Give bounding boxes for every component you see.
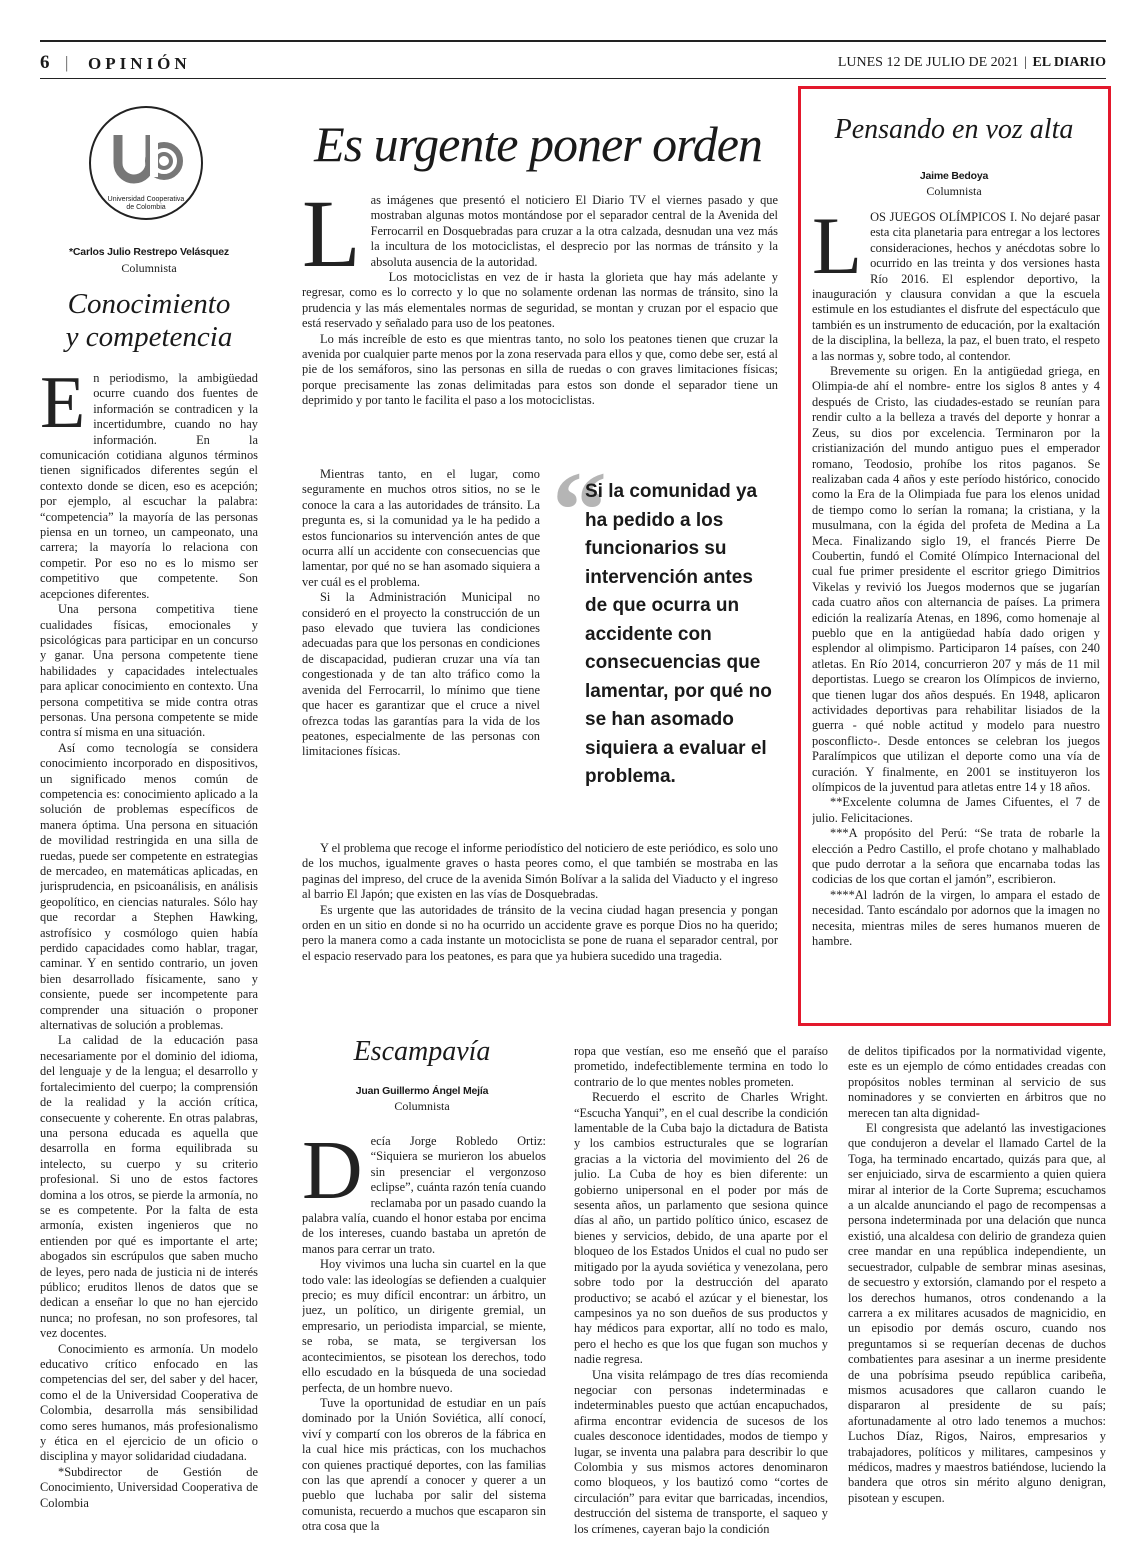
right-paragraph: Brevemente su origen. En la antigüedad griega, en Olimpia-de ahí el nombre- entre los siglos 8 antes y 4 después de Cristo, las ciudades-estado se reunían para rendir culto a la belleza a través del deporte y honrar a Zeus, su dios por excelencia. Terminaron por la cristianización del mundo antiguo pues el emperador romano, Teodosio, prohíbe los ritos paganos. Se realizaban cada 4 años y este período histórico, conocido como la Era de la Olimpiada fue para los elenos unidad de tiempo como lo serían la romana; la cristiana, y la musulmana, con la égida del profeta de Medina a La Meca. Finalizando siglo 19, el francés Pierre De Coubertin, fundó el Comité Olímpico Internacional del cual fue primer presidente el escritor griego Dimitrios Vikelas y revivió los Juegos modernos que se jugarían cada cuatro años con alternancia de países. La primera edición la realizaría Atenas, en 1896, como homenaje al pueblo que en la antigüedad había dado origen y esplendor al olimpismo. Participaron 14 países, con 240 atletas. En Río 2014, concurrieron 207 y más de 11 mil deportistas. Luego se crearon los Olímpicos de invierno, que tienen lugar dos años después. En 1948, aplicaron actividades deportivas para rehabilitar lisiados de la guerra - qué noble actitud y modelo para nuestro posconflicto-. Desde entonces se celebran los juegos Paralímpicos que utilizan el deporte como una vía de curación. Y finalmente, en 2001 se instituyeron los olímpicos de la juventud para atletas entre 14 y 18 años. (812, 364, 1100, 795)
editorial-bottom-body (302, 841, 778, 964)
escampavia-paragraph: El congresista que adelantó las investigaciones que condujeron a develar el llamado Cartel de la Toga, ha terminado encartado, quizás para que, al ser enjuiciado, sirva de escarmiento a quien quiera mirar al interior de la Corte Suprema; escuchamos a un alcalde anunciando el pago de recompensas a persona indeterminada por una delación que nunca existió, una alcaldesa con delirio de grandeza quien cree mandar en una república independiente, un secuestrador, culpable de sembrar minas asesinas, de secuestro y extorsión, clamando por el respeto a los derechos humanos, otros condenando a la carrera a ex militares acusados de magnicidio, en un episodio por demás oscuro, cuando nos preguntamos si se requerían decenas de duchos combatientes para asesinar a un inerme presidente de una pobrísima pseudo república caribeña, mismos acusadores que callaron cuando le dispararon al presidente de su país; afortunadamente al otro lado tenemos a muchos: Luchos Díaz, Rigos, Nairos, empresarios y trabajadores, políticos y militares, campesinos y médicos, madres y maestros batiéndose, luciendo la bandera que otros sin mérito alguno denigran, pisotean y escupen. (848, 1121, 1106, 1505)
left-article-body (40, 371, 258, 1531)
right-title: Pensando en voz alta (834, 114, 1074, 145)
right-article-body (812, 210, 1100, 1020)
escampavia-title: Escampavía (353, 1036, 491, 1067)
escampavia-paragraph: Tuve la oportunidad de estudiar en un país dominado por la Unión Soviética, allí conocí, viví y compartí con los obreros de la fábrica en la cual hice mis prácticas, con los muchachos con quienes practiqué deportes, con las familias con las que aprendí a conocer y querer a un pueblo que luchaba por salir del sistema comunista, recuerdo a muchos que escaparon sin otra cosa que la (302, 1395, 546, 1534)
right-dropcap: L (812, 210, 863, 291)
escampavia-paragraph: Hoy vivimos una lucha sin cuartel en la que todo vale: las ideologías se defienden a cualquier precio; es muy difícil encontrar: un árbitro, un juez, un político, un dirigente gremial, un empresario, un periodista imparcial, se miente, se roba, se mata, se tergiversan los acontecimientos, se pisotean los derechos, todo ello escudado en la búsqueda de una sociedad perfecta, de un hombre nuevo. (302, 1257, 546, 1395)
editorial-intro: as imágenes que presentó el noticiero El Diario TV el viernes pasado y que mostraban algunas motos montándose por el separador central de la Avenida del Ferrocarril en Dosquebradas para cruzar a la otra calzada, desnudan una vez más la incultura de los motociclistas, el desprecio por las normas de tránsito y la absoluta ausencia de la autoridad. (370, 193, 778, 269)
logo-caption-line1: Universidad Cooperativa (107, 196, 185, 203)
page-header (40, 52, 1106, 76)
escampavia-role: Columnista (394, 1099, 450, 1113)
editorial-top-body (302, 180, 778, 409)
escampavia-paragraph: ecía Jorge Robledo Ortiz: “Siquiera se murieron los abuelos sin presenciar el vergonzoso eclipse”, cuánta razón tenía cuando reclamaba por un pasado cuando la palabra valía, cuando el honor estaba por encima de los intereses, cuando bastaba un apretón de manos para cerrar un trato. (302, 1134, 546, 1256)
editorial-paragraph: Los motociclistas en vez de ir hasta la glorieta que hay más adelante y regresar, como es lo correcto y lo que no solamente ordenan las normas de tránsito, sino la prudencia y las más elementales normas de seguridad, se montan y cruzan por el espacio que está reservado y señalado para uso de los peatones. (302, 270, 778, 331)
escampavia-author: Juan Guillermo Ángel Mejía (355, 1085, 489, 1097)
ucc-logo (88, 105, 204, 221)
section-name: OPINIÓN (88, 54, 191, 73)
left-dropcap: E (40, 371, 86, 444)
header-divider: | (65, 53, 69, 72)
page-number: 6 (40, 52, 50, 73)
right-paragraph: ***A propósito del Perú: “Se trata de robarle la elección a Pedro Castillo, el profe chotano y malhablado que pudo derrotar a la señora que encarnaba todas las codicias de los que cortan el jamón”, escribieron. (812, 826, 1100, 887)
left-title (40, 288, 258, 354)
left-paragraph: Así como tecnología se considera conocimiento incorporado en dispositivos, un significado menos común de competencia es: conocimiento aplicado a la solución de problemas específicos de manera óptima. Una persona en situación de movilidad restringida en una silla de ruedas, puede ser competente en estrategias de mercadeo, en matemáticas aplicadas, en jurisprudencia, en psicoanálisis, en análisis geopolítico, en ciencias naturales. Sólo hay que recordar a Stephen Hawking, astrofísico y cosmólogo quien había perdido capacidades como hablar, tragar, caminar. Y en sentido contrario, un joven bien desarrollado físicamente, sano y consiente, puede ser incompetente para comprender una situación o proponer alternativas de solución a problemas. (40, 740, 258, 1033)
header-bottom-rule (40, 78, 1106, 79)
escampavia-column-3 (848, 1044, 1106, 1550)
right-paragraph: **Excelente columna de James Cifuentes, el 7 de julio. Felicitaciones. (812, 795, 1100, 825)
editorial-paragraph: Lo más increíble de esto es que mientras tanto, no solo los peatones tienen que cruzar la avenida por cualquier parte menos por la zona reservada para ellos y que, como debe ser, está al pie de los semáforos, sino las personas en silla de ruedas o con graves limitaciones físicas; porque precisamente las zonas delimitadas para estos son donde el separador tiene un deprimido y por tanto le facilita el paso a los motociclistas. (302, 331, 778, 408)
logo-caption (88, 196, 204, 212)
escampavia-paragraph: ropa que vestían, eso me enseñó que el paraíso prometido, indefectiblemente termina en todo lo contrario de lo que mentes nobles prometen. (574, 1044, 828, 1089)
escampavia-column-2 (574, 1044, 828, 1550)
left-role: Columnista (121, 261, 177, 275)
publication-name: EL DIARIO (1032, 55, 1106, 70)
pull-quote: Si la comunidad ya ha pedido a los funcionarios su intervención antes de que ocurra un accidente con consecuencias que lamentar, por qué no se han asomado siquiera a evaluar el problema. (585, 481, 772, 787)
logo-caption-line2: de Colombia (126, 204, 166, 211)
left-title-line1: Conocimiento (67, 288, 231, 320)
escampavia-paragraph: Recuerdo el escrito de Charles Wright. “Escucha Yanqui”, en el cual describe la condición lamentable de la Cuba bajo la dictadura de Batista y los cambios estructurales que se lograrían gracias a la victoria del movimiento del 26 de julio. La Cuba de hoy es bien diferente: un gobierno unipersonal en el poder por más de sesenta años, un parlamento que sesiona quince días al año, un partido político único, escasez de bienes y servicios, debido, de una aparte por el bloqueo de los Estados Unidos el cual no pudo ser mitigado por la ayuda soviética y venezolana, pero sobre todo por la destrucción del aparato productivo; se acabó el azúcar y el bienestar, los campesinos ya no son dueños de sus productos y hay médicos para exportar, allí no todo es malo, pero el hecho es que los que fugan son muchos y nadie regresa. (574, 1090, 828, 1367)
right-role: Columnista (926, 184, 982, 198)
editorial-title: Es urgente poner orden (314, 116, 762, 172)
escampavia-paragraph: de delitos tipificados por la normatividad vigente, este es un ejemplo de cómo entidades creadas con propósitos nobles terminan al servicio de sus nominadores y se convierten en árbitros que no merecen tan alta dignidad- (848, 1044, 1106, 1120)
right-author: Jaime Bedoya (919, 170, 989, 182)
escampavia-paragraph: Una visita relámpago de tres días recomienda negociar con personas indeterminadas e indeterminables puesto que actúan encapuchados, afirma encontrar evidencia de sucesos de los cuales desconoce identidades, modos de tiempo y lugar, se inventa una palabra para describir lo que Colombia y sus mismos actores denominaron como bloqueos, y los bautizó como “cortes de circulación” para evitar que barricadas, incendios, destrucción del sistema de transporte, el saqueo y los crímenes, cayeran bajo la condición (574, 1367, 828, 1536)
left-paragraph: n periodismo, la ambigüedad ocurre cuando dos fuentes de información se contradicen y la incertidumbre, cuando no hay información. En la comunicación cotidiana algunos términos tienen significados diferentes según el contexto donde se dicen, eso es acepción; por ejemplo, al escuchar la palabra: “competencia” la mayoría de las personas piensa en un torneo, un campeonato, una carrera; la mayoría lo relaciona con competir. Por eso no es lo mismo ser competitivo que competente. Son acepciones diferentes. (40, 371, 258, 601)
header-date-line: LUNES 12 DE JULIO DE 2021 | EL DIARIO (837, 55, 1106, 70)
editorial-paragraph: Si la Administración Municipal no consideró en el proyecto la construcción de un paso elevado que tuviera las condiciones adecuadas para que los personas en condiciones de discapacidad, pudieran cruzar una vía tan congestionada y de tan alto tráfico como la avenida del Ferrocarril, lo mínimo que tiene que hacer es garantizar que el cruce a nivel ofrezca todas las garantías para la vida de los peatones, especialmente de las personas con limitaciones físicas. (302, 590, 540, 759)
escampavia-dropcap: D (302, 1134, 363, 1217)
editorial-dropcap: L (302, 180, 361, 287)
left-paragraph: La calidad de la educación pasa necesariamente por el dominio del idioma, del lenguaje y de la lengua; el desarrollo y fortalecimiento del cuerpo; la comprensión de la realidad y la acción crítica, consecuente y coherente. En otras palabras, una persona educada es aquella que desarrolla en forma equilibrada su intelecto, su cuerpo y su criterio profesional. Si uno de estos factores domina a los otros, se pierde la armonía, no se es competente. Por la falta de esta armonía, existen ingenieros que no entienden por qué es importante el arte; abogados sin escrúpulos que saben mucho de leyes, pero nada de justicia ni de interés público; eruditos llenos de datos que se dedican a enseñar lo que no han ejercido nunca; no profesan, no son profesores, tal vez docentes. (40, 1033, 258, 1341)
left-paragraph: Conocimiento es armonía. Un modelo educativo crítico enfocado en las competencias del ser, del saber y del hacer, como el de la Universidad Cooperativa de Colombia, desarrolla más sensibilidad como seres humanos, más profesionalismo y ética en el ejercicio de un oficio o disciplina y mayor solidaridad ciudadana. (40, 1341, 258, 1464)
editorial-narrow-body (302, 467, 540, 760)
pull-quote-mark: “ (552, 449, 607, 571)
editorial-paragraph: Es urgente que las autoridades de tránsito de la vecina ciudad hagan presencia y pongan orden en un sitio en donde si no ha ocurrido un accidente grave es porque Dios no ha querido; pero la manera como a cada instante un motociclista se pone de ruana el separador central, por el espacio reservado para los peatones, es para que ya hubiera sucedido una tragedia. (302, 902, 778, 963)
editorial-paragraph: Y el problema que recoge el informe periodístico del noticiero de este periódico, es solo uno de los muchos, igualmente graves o hasta peores como, el que también se mostraba en las paginas del impreso, del cruce de la avenida Simón Bolívar a la salida del Viaducto y el ingreso al barrio El Japón; que existen en las vías de Dosquebradas. (302, 841, 778, 902)
left-title-line2: y competencia (65, 321, 233, 353)
right-paragraph: ****Al ladrón de la virgen, lo ampara el estado de necesidad. Tanto escándalo por adornos que la imagen no necesita, mientras miles de seres humanos mueren de hambre. (812, 887, 1100, 949)
escampavia-column-1 (302, 1134, 546, 1550)
left-footnote: *Subdirector de Gestión de Conocimiento, Universidad Cooperativa de Colombia (40, 1464, 258, 1510)
editorial-paragraph: Mientras tanto, en el lugar, como seguramente en muchos otros sitios, no se le conoce la cara a las autoridades de tránsito. La pregunta es, si la comunidad ya le ha pedido a estos funcionarios su intervención antes de que ocurra allí un accidente con consecuencias que lamentar, por qué no se han asomado siquiera a ver cuál es el problema. (302, 467, 540, 589)
left-paragraph: Una persona competitiva tiene cualidades físicas, emocionales y psicológicas para participar en un concurso y ganar. Una persona competente tiene habilidades y capacidades intelectuales para aplicar conocimiento en contexto. Una persona competitiva se mide contra otras personas. Una persona competente se mide contra sí misma en una situación. (40, 602, 258, 740)
left-author: *Carlos Julio Restrepo Velásquez (69, 246, 229, 258)
right-paragraph: OS JUEGOS OLÍMPICOS I. No dejaré pasar esta cita planetaria para entregar a los lectores consideraciones, hechos y anécdotas sobre lo ocurrido en las treinta y dos versiones hasta Río 2016. El esplendor deportivo, la inauguración y clausura convidan a que la escuela estimule en los estudiantes el disfrute del espectáculo que también es un instrumento de educación, por la exaltación de la disciplina, la belleza, la paz, el buen trato, el respeto a las normas y, sobre todo, al contendor. (812, 210, 1100, 363)
header-top-rule (40, 40, 1106, 42)
header-date: LUNES 12 DE JULIO DE 2021 (837, 55, 1019, 70)
